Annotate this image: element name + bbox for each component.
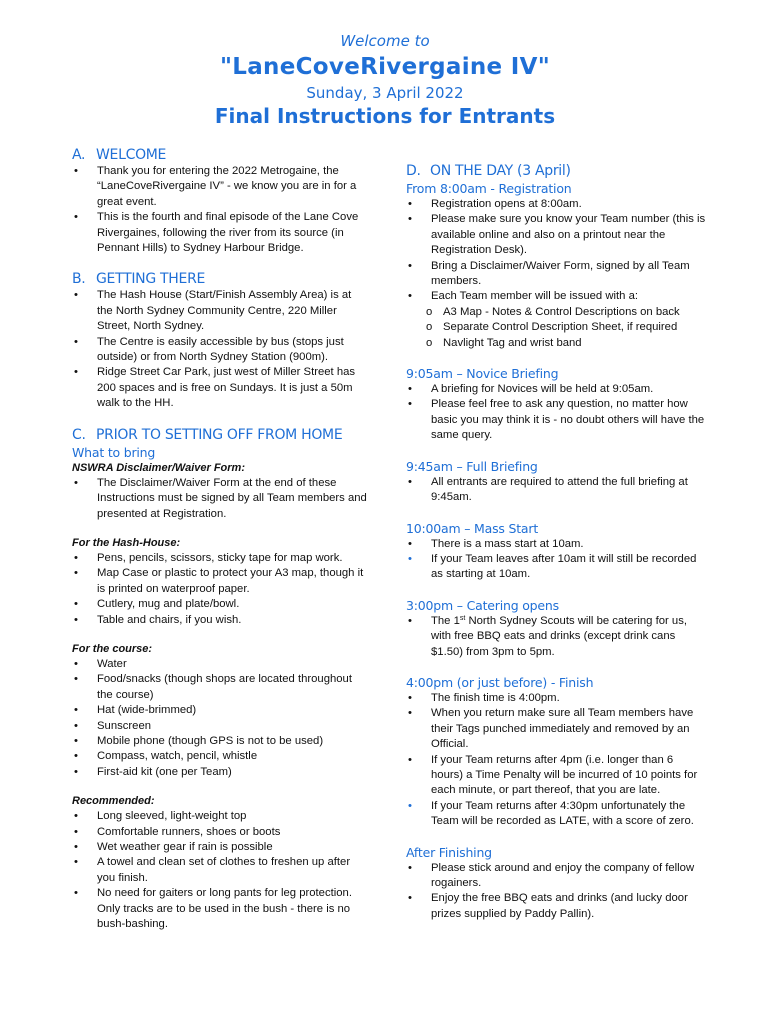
mass-start-heading: 10:00am – Mass Start <box>406 520 539 536</box>
section-d-heading <box>406 162 706 180</box>
hash-house-list <box>72 551 367 628</box>
section-title: GETTING THERE <box>96 271 206 288</box>
bullet: • <box>74 567 78 580</box>
full-briefing-heading: 9:45am – Full Briefing <box>406 458 538 474</box>
finish-heading: 4:00pm (or just before) - Finish <box>406 674 594 690</box>
bullet: • <box>408 213 412 226</box>
bullet: • <box>408 753 412 766</box>
list-item: • Ridge Street Car Park, just west of Miller Street has 200 spaces and is free on Sundays. It is just a 50m walk to the HH. <box>74 366 356 410</box>
section-b-heading <box>72 270 367 288</box>
list-item: • There is a mass start at 10am. <box>406 537 706 552</box>
sub-bullet: o <box>426 336 433 349</box>
recommended-label: Recommended: <box>72 795 155 808</box>
course-list <box>72 657 367 780</box>
bullet: • <box>74 335 78 348</box>
list-item: • This is the fourth and final episode of the Lane Cove Rivergaines, following the river from its source (in Pennant Hills) to Sydney Harbour Bridge. <box>74 211 359 255</box>
document-title: Final Instructions for Entrants <box>214 104 556 128</box>
bullet: • <box>408 383 412 396</box>
list-item: • Mobile phone (though GPS is not to be used) <box>72 734 367 749</box>
section-a-heading <box>72 146 367 164</box>
list-item: • Please make sure you know your Team number (this is available online and also on a printout near the Registration Desk). <box>408 213 706 257</box>
course-label: For the course: <box>72 642 153 655</box>
list-item: • Compass, watch, pencil, whistle <box>72 749 367 764</box>
bullet: • <box>408 861 412 874</box>
welcome-list <box>72 164 367 256</box>
full-briefing-list <box>406 475 706 506</box>
list-item: • The 1st North Sydney Scouts will be catering for us, with free BBQ eats and drinks (except drink cans $1.50) from 3pm to 5pm. <box>408 614 687 658</box>
section-letter: B. <box>72 271 86 288</box>
bullet: • <box>408 614 412 627</box>
section-letter: C. <box>72 426 86 443</box>
bullet: • <box>74 673 78 686</box>
bullet: • <box>408 290 412 303</box>
list-item: • Wet weather gear if rain is possible <box>72 840 367 855</box>
left-column <box>72 146 367 932</box>
list-item: • Water <box>72 657 367 672</box>
bullet: • <box>74 613 78 626</box>
sub-bullet: o <box>426 305 433 318</box>
list-item: • Table and chairs, if you wish. <box>72 613 367 628</box>
bullet: • <box>74 476 78 489</box>
bullet: • <box>74 825 78 838</box>
section-letter: A. <box>72 147 86 163</box>
bullet: • <box>408 707 412 720</box>
list-item: • Please feel free to ask any question, no matter how basic you may think it is - no doubt others will have the same query. <box>408 398 705 442</box>
registration-heading: From 8:00am - Registration <box>406 181 572 196</box>
list-item: • Each Team member will be issued with a: <box>406 289 706 304</box>
catering-heading: 3:00pm – Catering opens <box>406 597 559 613</box>
sub-bullet: o <box>426 321 433 334</box>
bullet: • <box>408 475 412 488</box>
after-finishing-heading: After Finishing <box>406 844 492 860</box>
novice-list <box>406 382 706 444</box>
list-item: • Cutlery, mug and plate/bowl. <box>72 597 367 612</box>
section-c-heading <box>72 426 367 444</box>
bullet: • <box>74 598 78 611</box>
list-item: • Pens, pencils, scissors, sticky tape for map work. <box>72 551 367 566</box>
bullet: • <box>74 704 78 717</box>
list-item: • Food/snacks (though shops are located throughout the course) <box>74 673 352 701</box>
bullet: • <box>74 765 78 778</box>
section-title: WELCOME <box>96 147 167 163</box>
section-title: PRIOR TO SETTING OFF FROM HOME <box>96 426 343 443</box>
bullet: • <box>74 734 78 747</box>
list-item: • If your Team returns after 4:30pm unfortunately the Team will be recorded as LATE, with a score of zero. <box>408 799 694 828</box>
event-name: "LaneCoveRivergaine IV" <box>219 54 551 80</box>
bullet: • <box>408 537 412 550</box>
sub-list-item: o A3 Map - Notes & Control Descriptions on back <box>406 305 706 320</box>
bullet: • <box>408 691 412 704</box>
list-item: • If your Team returns after 4pm (i.e. longer than 6 hours) a Time Penalty will be incurred of 10 points for each minute, or part thereof, that you are late. <box>408 753 698 797</box>
bullet: • <box>74 165 78 177</box>
what-to-bring-heading: What to bring <box>72 444 156 460</box>
sub-list-item: o Separate Control Description Sheet, if required <box>406 320 706 335</box>
registration-list <box>406 197 706 305</box>
bullet: • <box>408 259 412 272</box>
novice-briefing-heading: 9:05am – Novice Briefing <box>406 366 559 382</box>
disclaimer-label: NSWRA Disclaimer/Waiver Form: <box>72 461 245 474</box>
list-item: • Sunscreen <box>72 719 367 734</box>
list-item: • Thank you for entering the 2022 Metrogaine, the “LaneCoveRivergaine IV” - we know you are in for a great event. <box>74 165 357 208</box>
bullet: • <box>74 657 78 670</box>
right-column <box>406 162 706 922</box>
bullet: • <box>74 750 78 763</box>
bullet: • <box>408 892 412 905</box>
bullet: • <box>74 289 78 302</box>
list-item: • Please stick around and enjoy the company of fellow rogainers. <box>408 861 695 889</box>
catering-list <box>406 614 706 660</box>
bullet: • <box>408 198 412 210</box>
list-item: • When you return make sure all Team members have their Tags punched immediately and removed by an Official. <box>408 707 694 751</box>
list-item: • Registration opens at 8:00am. <box>406 197 706 212</box>
bullet: • <box>74 841 78 853</box>
finish-list <box>406 691 706 830</box>
bullet: • <box>74 551 78 564</box>
issued-items-list <box>406 305 706 351</box>
list-item: • A towel and clean set of clothes to freshen up after you finish. <box>74 856 351 884</box>
bullet: • <box>408 552 412 565</box>
bullet: • <box>74 856 78 869</box>
list-item: • Enjoy the free BBQ eats and drinks (and lucky door prizes supplied by Paddy Pallin). <box>408 892 688 920</box>
hash-house-label: For the Hash-House: <box>72 536 181 549</box>
list-item: • All entrants are required to attend the full briefing at 9:45am. <box>408 475 688 504</box>
list-item: • The Disclaimer/Waiver Form at the end of these Instructions must be signed by all Team members and presented at Registration. <box>74 476 367 520</box>
list-item: • A briefing for Novices will be held at 9:05am. <box>406 382 706 397</box>
list-item: • If your Team leaves after 10am it will still be recorded as starting at 10am. <box>408 552 697 581</box>
event-date: Sunday, 3 April 2022 <box>306 84 464 102</box>
list-item: • First-aid kit (one per Team) <box>72 765 367 780</box>
getting-there-list <box>72 288 367 411</box>
bullet: • <box>408 799 412 812</box>
bullet: • <box>74 719 78 732</box>
list-item: • No need for gaiters or long pants for leg protection. Only tracks are to be used in the bush - there is no bush-bashing. <box>74 887 352 931</box>
list-item: • Long sleeved, light-weight top <box>72 809 367 824</box>
list-item: • The finish time is 4:00pm. <box>406 691 706 706</box>
list-item: • The Centre is easily accessible by bus (stops just outside) or from North Sydney Station (900m). <box>74 335 344 364</box>
sub-list-item: o Navlight Tag and wrist band <box>406 336 706 351</box>
list-item: • Bring a Disclaimer/Waiver Form, signed by all Team members. <box>408 259 690 288</box>
bullet: • <box>74 887 78 900</box>
list-item: • Hat (wide-brimmed) <box>72 703 367 718</box>
bullet: • <box>74 366 78 379</box>
list-item: • Map Case or plastic to protect your A3 map, though it is printed on waterproof paper. <box>74 567 364 595</box>
disclaimer-list <box>72 476 367 522</box>
list-item: • The Hash House (Start/Finish Assembly Area) is at the North Sydney Community Centre, 220 Miller Street, North Sydney. <box>74 289 352 333</box>
after-finishing-list <box>406 861 706 923</box>
mass-start-list <box>406 537 706 583</box>
section-title: ON THE DAY (3 April) <box>430 163 571 179</box>
welcome-heading: Welcome to <box>340 32 430 50</box>
bullet: • <box>74 211 78 224</box>
recommended-list <box>72 809 367 932</box>
section-letter: D. <box>406 163 421 179</box>
bullet: • <box>74 810 78 823</box>
bullet: • <box>408 398 412 411</box>
list-item: • Comfortable runners, shoes or boots <box>72 825 367 840</box>
